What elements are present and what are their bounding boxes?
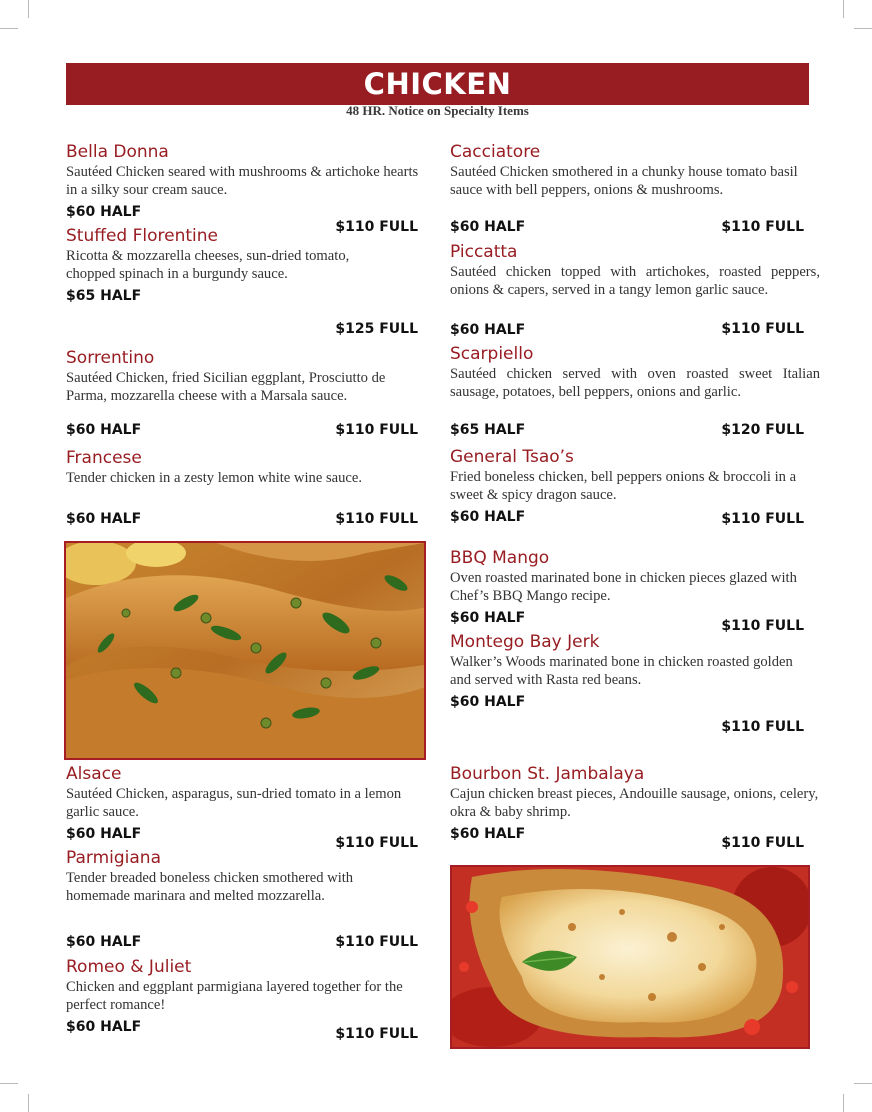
item-desc-romeo-juliet: Chicken and eggplant parmigiana layered together for the perfect romance! — [66, 979, 403, 1013]
price-full-general-tsao: $110 FULL — [721, 511, 804, 527]
item-name-sorrentino: Sorrentino — [66, 348, 155, 368]
item-desc-parmigiana: Tender breaded boneless chicken smothered with homemade marinara and melted mozzarella. — [66, 870, 354, 904]
price-half-bella-donna: $60 HALF — [66, 204, 142, 220]
price-full-montego-bay: $110 FULL — [721, 719, 804, 735]
price-half-bourbon-st: $60 HALF — [450, 826, 526, 842]
price-half-montego-bay: $60 HALF — [450, 694, 526, 710]
price-half-scarpiello: $65 HALF — [450, 422, 526, 438]
item-desc-cacciatore: Sautéed Chicken smothered in a chunky house tomato basil sauce with bell peppers, onions & mushrooms. — [450, 164, 798, 198]
price-half-stuffed-florentine: $65 HALF — [66, 288, 142, 304]
chicken-parmigiana-photo — [450, 865, 810, 1049]
price-half-piccatta: $60 HALF — [450, 322, 526, 338]
specialty-notice: 48 HR. Notice on Specialty Items — [346, 103, 529, 118]
item-desc-stuffed-florentine: Ricotta & mozzarella cheeses, sun-dried tomato, chopped spinach in a burgundy sauce. — [66, 248, 350, 282]
crop-mark — [843, 0, 844, 18]
item-desc-sorrentino: Sautéed Chicken, fried Sicilian eggplant, Prosciutto de Parma, mozzarella cheese with a Marsala sauce. — [66, 370, 386, 404]
page-title: CHICKEN — [363, 67, 512, 101]
item-name-parmigiana: Parmigiana — [66, 848, 162, 868]
price-full-stuffed-florentine: $125 FULL — [335, 321, 418, 337]
item-name-bbq-mango: BBQ Mango — [450, 548, 550, 568]
item-desc-scarpiello: Sautéed chicken served with oven roasted sweet Italian sausage, potatoes, bell peppers, onions and garlic. — [450, 366, 820, 400]
item-name-alsace: Alsace — [66, 764, 122, 784]
item-desc-bbq-mango: Oven roasted marinated bone in chicken pieces glazed with Chef’s BBQ Mango recipe. — [450, 570, 797, 604]
chicken-parmigiana-image — [452, 867, 808, 1047]
item-desc-francese: Tender chicken in a zesty lemon white wine sauce. — [66, 470, 363, 486]
item-name-general-tsao: General Tsao’s — [450, 447, 574, 467]
item-name-montego-bay: Montego Bay Jerk — [450, 632, 600, 652]
item-name-romeo-juliet: Romeo & Juliet — [66, 957, 192, 977]
header-banner — [66, 63, 809, 105]
item-name-scarpiello: Scarpiello — [450, 344, 534, 364]
crop-mark — [843, 1094, 844, 1112]
price-half-general-tsao: $60 HALF — [450, 509, 526, 525]
price-half-bbq-mango: $60 HALF — [450, 610, 526, 626]
item-desc-bella-donna: Sautéed Chicken seared with mushrooms & artichoke hearts in a silky sour cream sauce. — [66, 164, 419, 198]
price-full-bella-donna: $110 FULL — [335, 219, 418, 235]
chicken-piccata-photo — [64, 541, 426, 760]
crop-mark — [0, 1083, 18, 1084]
price-full-francese: $110 FULL — [335, 511, 418, 527]
price-full-sorrentino: $110 FULL — [335, 422, 418, 438]
item-desc-alsace: Sautéed Chicken, asparagus, sun-dried tomato in a lemon garlic sauce. — [66, 786, 402, 820]
price-half-francese: $60 HALF — [66, 511, 142, 527]
price-half-parmigiana: $60 HALF — [66, 934, 142, 950]
price-full-alsace: $110 FULL — [335, 835, 418, 851]
price-full-cacciatore: $110 FULL — [721, 219, 804, 235]
item-name-bella-donna: Bella Donna — [66, 142, 169, 162]
item-name-stuffed-florentine: Stuffed Florentine — [66, 226, 218, 246]
item-name-francese: Francese — [66, 448, 142, 468]
item-desc-general-tsao: Fried boneless chicken, bell peppers onions & broccoli in a sweet & spicy dragon sauce. — [450, 469, 797, 503]
price-full-parmigiana: $110 FULL — [335, 934, 418, 950]
price-half-alsace: $60 HALF — [66, 826, 142, 842]
price-half-sorrentino: $60 HALF — [66, 422, 142, 438]
crop-mark — [854, 1083, 872, 1084]
crop-mark — [28, 0, 29, 18]
price-full-bourbon-st: $110 FULL — [721, 835, 804, 851]
item-name-bourbon-st: Bourbon St. Jambalaya — [450, 764, 645, 784]
price-half-romeo-juliet: $60 HALF — [66, 1019, 142, 1035]
price-full-scarpiello: $120 FULL — [721, 422, 804, 438]
chicken-piccata-image — [66, 543, 424, 758]
crop-mark — [0, 28, 18, 29]
item-desc-montego-bay: Walker’s Woods marinated bone in chicken roasted golden and served with Rasta red beans. — [450, 654, 793, 688]
item-name-piccatta: Piccatta — [450, 242, 518, 262]
price-full-piccatta: $110 FULL — [721, 321, 804, 337]
item-desc-bourbon-st: Cajun chicken breast pieces, Andouille sausage, onions, celery, okra & baby shrimp. — [450, 786, 819, 820]
item-name-cacciatore: Cacciatore — [450, 142, 541, 162]
price-half-cacciatore: $60 HALF — [450, 219, 526, 235]
item-desc-piccatta: Sautéed chicken topped with artichokes, roasted peppers, onions & capers, served in a tangy lemon garlic sauce. — [450, 264, 820, 298]
crop-mark — [854, 28, 872, 29]
crop-mark — [28, 1094, 29, 1112]
price-full-romeo-juliet: $110 FULL — [335, 1026, 418, 1042]
price-full-bbq-mango: $110 FULL — [721, 618, 804, 634]
